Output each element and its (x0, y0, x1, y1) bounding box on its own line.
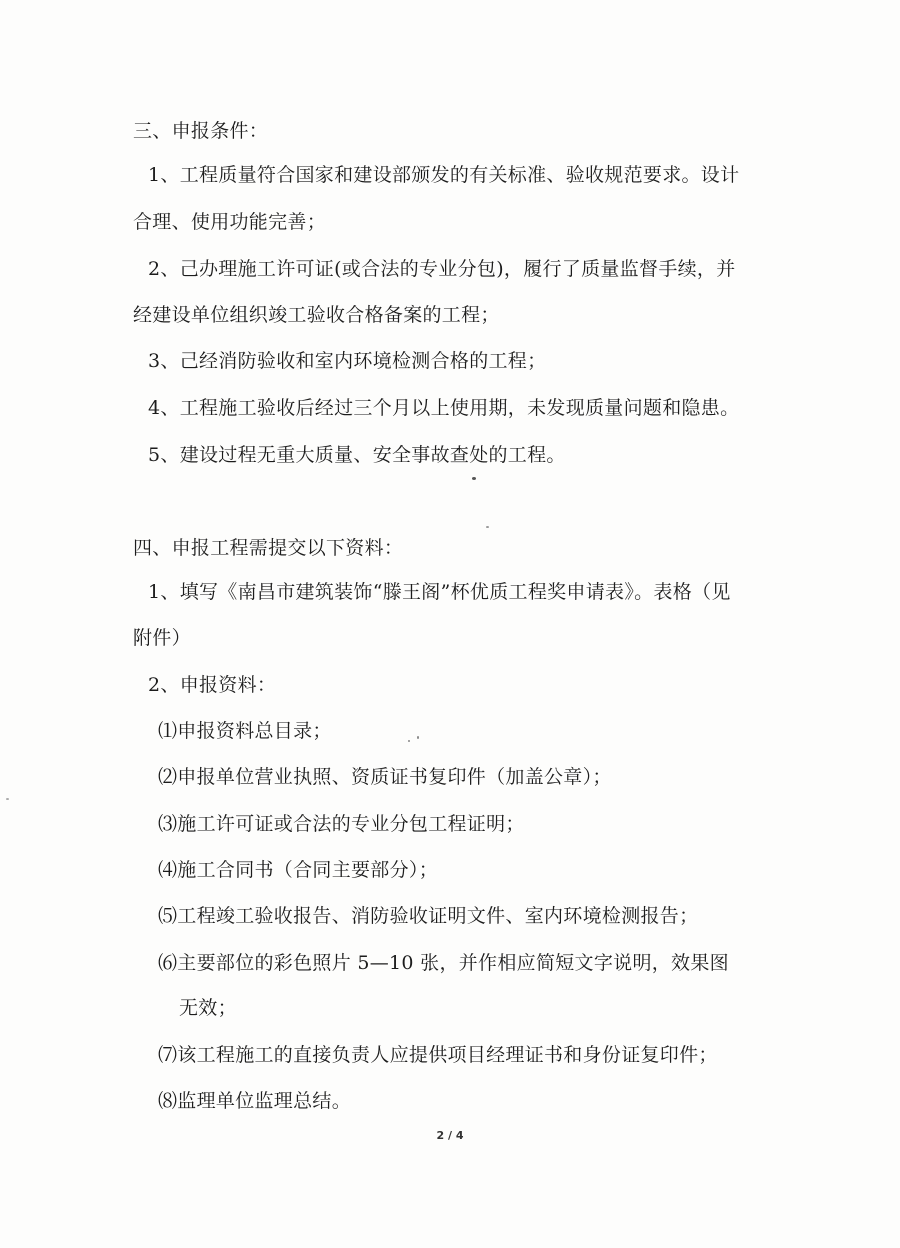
page-number: 2 / 4 (436, 1129, 464, 1142)
section-4-item-1-line-1: 1、填写《南昌市建筑装饰“滕王阁”杯优质工程奖申请表》。表格（见 (148, 581, 731, 603)
section-4-sub-item-3: ⑶施工许可证或合法的专业分包工程证明； (158, 813, 525, 835)
section-4-sub-item-2: ⑵申报单位营业执照、资质证书复印件（加盖公章）； (158, 766, 612, 788)
section-3-item-5: 5、建设过程无重大质量、安全事故查处的工程。 (148, 444, 566, 466)
section-4-sub-item-6-line-2: 无效； (179, 997, 237, 1019)
section-4-sub-item-4: ⑷施工合同书（合同主要部分）； (158, 859, 439, 881)
scan-speck (408, 740, 410, 742)
section-3-item-4: 4、工程施工验收后经过三个月以上使用期，未发现质量问题和隐患。 (148, 397, 740, 419)
scan-speck (417, 736, 419, 739)
section-4-sub-item-5: ⑸工程竣工验收报告、消防验收证明文件、室内环境检测报告； (158, 905, 699, 927)
section-4-sub-item-1: ⑴申报资料总目录； (158, 720, 332, 742)
section-3-item-2-line-1: 2、己办理施工许可证(或合法的专业分包)，履行了质量监督手续，并 (148, 258, 736, 280)
section-4-sub-item-8: ⑻监理单位监理总结。 (158, 1090, 352, 1112)
scan-speck (472, 477, 476, 480)
section-4-sub-item-6-line-1: ⑹主要部位的彩色照片 5—10 张，并作相应简短文字说明，效果图 (158, 952, 729, 974)
section-3-item-1-line-1: 1、工程质量符合国家和建设部颁发的有关标准、验收规范要求。设计 (148, 164, 740, 186)
section-3-item-1-line-2: 合理、使用功能完善； (133, 211, 327, 233)
section-4-sub-item-7: ⑺该工程施工的直接负责人应提供项目经理证书和身份证复印件； (158, 1044, 718, 1066)
section-3-heading: 三、申报条件： (133, 120, 269, 142)
section-4-heading: 四、申报工程需提交以下资料： (133, 537, 404, 559)
section-3-item-3: 3、己经消防验收和室内环境检测合格的工程； (148, 350, 547, 372)
section-4-item-1-line-2: 附件） (133, 627, 191, 649)
section-4-item-2: 2、申报资料： (148, 674, 277, 696)
section-3-item-2-line-2: 经建设单位组织竣工验收合格备案的工程； (133, 304, 500, 326)
scan-speck (6, 798, 9, 800)
scan-speck (486, 526, 489, 528)
